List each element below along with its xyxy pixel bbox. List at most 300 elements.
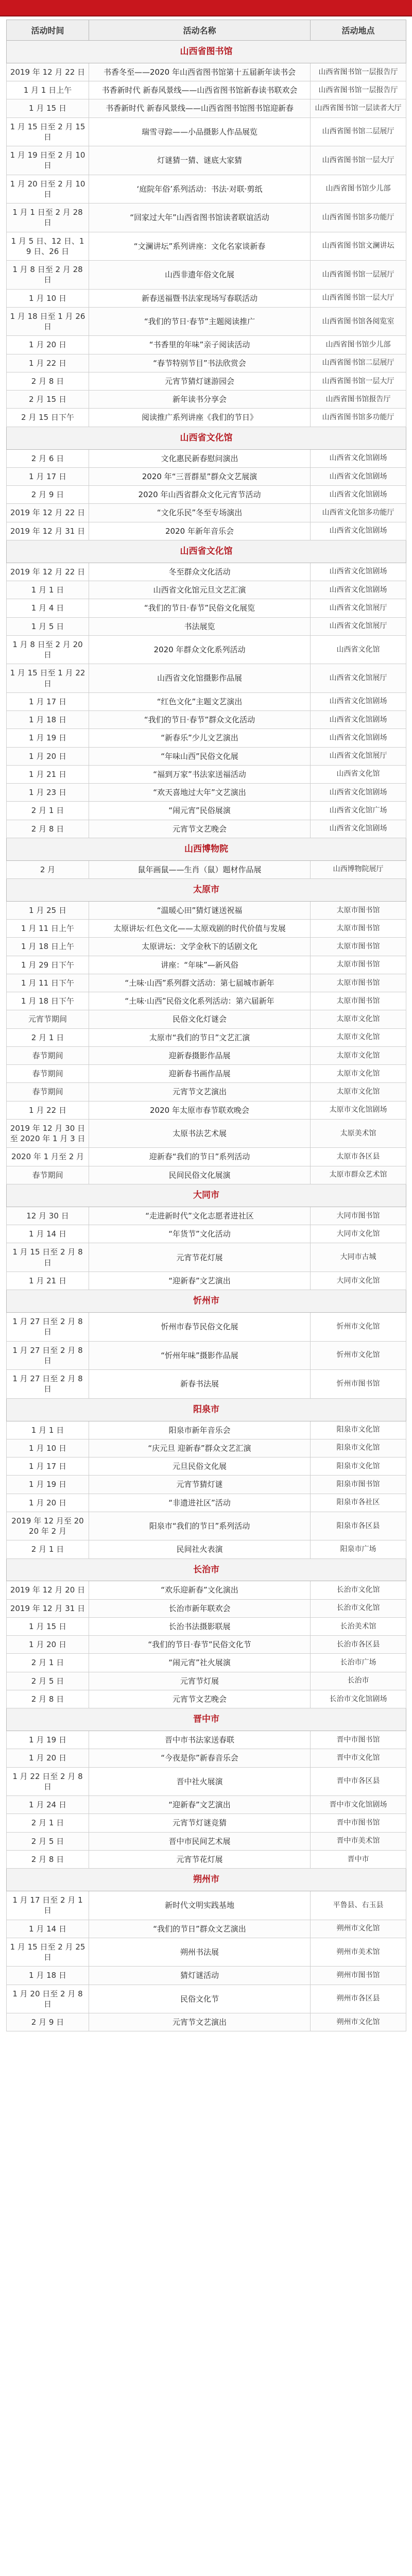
table-row: [7, 729, 406, 747]
event-time: 1 月 14 日: [7, 1920, 89, 1938]
table-row: [7, 901, 406, 919]
event-name: “土味·山西”系列群文活动：第七届城市新年: [89, 974, 311, 992]
table-row: [7, 1119, 406, 1148]
event-name: 元宵节花灯展: [89, 1850, 311, 1868]
event-place: 山西省图书馆报告厅: [311, 391, 406, 409]
table-row: [7, 1148, 406, 1166]
table-row: [7, 1476, 406, 1494]
table-row: [7, 1494, 406, 1512]
event-name: “文化乐民”冬至专场演出: [89, 504, 311, 522]
event-time: 2019 年 12 月 22 日: [7, 563, 89, 581]
table-row: [7, 354, 406, 372]
section-title: 忻州市: [7, 1290, 406, 1313]
event-name: 元宵节灯谜竞猜: [89, 1814, 311, 1832]
table-row: [7, 2013, 406, 2031]
event-time: 2 月 15 日: [7, 391, 89, 409]
event-name: 瑞雪寻踪——小品摄影人作品展览: [89, 117, 311, 146]
event-time: 1 月 25 日: [7, 901, 89, 919]
event-place: 忻州市图书馆: [311, 1370, 406, 1399]
event-place: 太原市文化馆剧场: [311, 1101, 406, 1119]
event-place: 阳泉市图书馆: [311, 1476, 406, 1494]
table-row: [7, 1985, 406, 2013]
event-time: 1 月 18 日: [7, 711, 89, 729]
event-place: 太原市各区县: [311, 1148, 406, 1166]
col-header-time: 活动时间: [7, 20, 89, 41]
table-row: [7, 1672, 406, 1690]
table-row: [7, 1599, 406, 1617]
event-place: 朔州市各区县: [311, 1985, 406, 2013]
event-name: “我们的节日·春节”民俗文化展览: [89, 599, 311, 617]
event-place: 山西省文化馆剧场: [311, 522, 406, 540]
event-time: 1 月 21 日: [7, 1272, 89, 1290]
event-time: 2 月 6 日: [7, 449, 89, 467]
table-row: [7, 504, 406, 522]
event-place: 太原市图书馆: [311, 974, 406, 992]
table-row: [7, 747, 406, 765]
table-row: [7, 860, 406, 878]
event-place: 晋中市: [311, 1850, 406, 1868]
table-row: [7, 1313, 406, 1342]
event-name: 2020 年太原市春节联欢晚会: [89, 1101, 311, 1119]
event-time: 2 月 1 日: [7, 1540, 89, 1558]
table-row: [7, 1421, 406, 1439]
event-place: 长治市广场: [311, 1654, 406, 1672]
event-time: 2019 年 12 月 20 日: [7, 1581, 89, 1599]
event-place: 晋中市各区县: [311, 1767, 406, 1796]
event-place: 山西省图书馆各阅览室: [311, 307, 406, 336]
event-time: 2 月: [7, 860, 89, 878]
section-title: 大同市: [7, 1184, 406, 1207]
event-name: “庆元旦 迎新春”群众文艺汇演: [89, 1439, 311, 1457]
event-name: 晋中市民间艺术展: [89, 1832, 311, 1850]
section-header-row: [7, 838, 406, 860]
event-place: 山西省图书馆多功能厅: [311, 409, 406, 427]
table-row: [7, 1101, 406, 1119]
event-time: 1 月 20 日: [7, 1494, 89, 1512]
event-name: 太原讲坛·红色文化——太原戏剧的时代价值与发展: [89, 920, 311, 938]
event-place: 山西省文化馆剧场: [311, 449, 406, 467]
event-time: 1 月 1 日: [7, 1421, 89, 1439]
event-time: 1 月 20 日: [7, 336, 89, 354]
table-row: [7, 1225, 406, 1243]
event-name: 2020 年群众文化系列活动: [89, 635, 311, 664]
event-time: 1 月 17 日至 2 月 1 日: [7, 1891, 89, 1920]
event-name: “我们的节日·春节”群众文化活动: [89, 711, 311, 729]
event-name: 鼠年画鼠——生肖（鼠）题材作品展: [89, 860, 311, 878]
event-name: 阳泉市“我们的节日”系列活动: [89, 1512, 311, 1540]
table-row: [7, 974, 406, 992]
table-row: [7, 467, 406, 485]
event-time: 1 月 15 日至 2 月 25 日: [7, 1938, 89, 1967]
event-name: “土味·山西”民俗文化系列活动：第六届新年: [89, 992, 311, 1010]
event-place: 山西省文化馆剧场: [311, 784, 406, 802]
event-name: “春节特别节目”书法欣赏会: [89, 354, 311, 372]
table-row: [7, 1891, 406, 1920]
event-time: 1 月 8 日至 2 月 28 日: [7, 261, 89, 290]
event-name: 猜灯谜活动: [89, 1967, 311, 1985]
event-name: 元旦民俗文化展: [89, 1458, 311, 1476]
table-row: [7, 1832, 406, 1850]
event-place: 太原市群众艺术馆: [311, 1166, 406, 1184]
event-name: 元宵节文艺晚会: [89, 820, 311, 838]
event-name: 长治书法摄影联展: [89, 1617, 311, 1635]
event-time: 1 月 20 日: [7, 1636, 89, 1654]
table-row: [7, 307, 406, 336]
event-place: 晋中市美术馆: [311, 1832, 406, 1850]
table-row: [7, 1028, 406, 1046]
table-row: [7, 1731, 406, 1749]
section-header-row: [7, 1708, 406, 1731]
event-name: 太原讲坛：文学金秋下的话剧文化: [89, 938, 311, 956]
table-row: [7, 204, 406, 232]
event-place: 山西省文化馆剧场: [311, 467, 406, 485]
event-place: 长治市文化馆: [311, 1599, 406, 1617]
event-name: “闹元宵”民俗展演: [89, 802, 311, 820]
table-row: [7, 289, 406, 307]
event-name: 新时代文明实践基地: [89, 1891, 311, 1920]
event-time: 1 月 5 日、12 日、19 日、26 日: [7, 232, 89, 261]
event-name: 灯谜猜一猜、谜底大家猜: [89, 146, 311, 175]
table-row: [7, 1207, 406, 1225]
table-row: [7, 802, 406, 820]
table-row: [7, 261, 406, 290]
event-place: 太原市文化馆: [311, 1083, 406, 1101]
table-row: [7, 1749, 406, 1767]
event-place: 太原市图书馆: [311, 938, 406, 956]
event-name: “欢乐迎新春”文化演出: [89, 1581, 311, 1599]
table-row: [7, 1920, 406, 1938]
event-time: 1 月 17 日: [7, 467, 89, 485]
event-name: “新春乐”少儿文艺演出: [89, 729, 311, 747]
table-row: [7, 599, 406, 617]
table-row: [7, 1065, 406, 1083]
event-name: 书法展览: [89, 617, 311, 635]
table-row: [7, 449, 406, 467]
table-row: [7, 1272, 406, 1290]
event-place: 晋中市文化馆: [311, 1749, 406, 1767]
section-header-row: [7, 1869, 406, 1891]
event-name: 新春送福暨书法家现场写春联活动: [89, 289, 311, 307]
event-name: “欢天喜地过大年”文艺演出: [89, 784, 311, 802]
event-place: 阳泉市文化馆: [311, 1421, 406, 1439]
event-place: 忻州市文化馆: [311, 1313, 406, 1342]
event-time: 1 月 18 日上午: [7, 938, 89, 956]
event-name: 朔州书法展: [89, 1938, 311, 1967]
event-name: 民俗文化灯谜会: [89, 1010, 311, 1028]
event-name: 冬至群众文化活动: [89, 563, 311, 581]
table-row: [7, 956, 406, 974]
event-time: 1 月 22 日至 2 月 8 日: [7, 1767, 89, 1796]
event-name: “年味山西”民俗文化展: [89, 747, 311, 765]
event-time: 2 月 1 日: [7, 1814, 89, 1832]
table-row: [7, 820, 406, 838]
event-place: 晋中市图书馆: [311, 1814, 406, 1832]
table-row: [7, 1083, 406, 1101]
event-place: 晋中市文化馆剧场: [311, 1796, 406, 1814]
table-row: [7, 581, 406, 599]
table-row: [7, 1370, 406, 1399]
table-row: [7, 1010, 406, 1028]
event-time: 1 月 19 日至 2 月 10 日: [7, 146, 89, 175]
section-title: 朔州市: [7, 1869, 406, 1891]
event-name: 迎新春书画作品展: [89, 1065, 311, 1083]
event-time: 2019 年 12 月 22 日: [7, 504, 89, 522]
event-time: 1 月 20 日至 2 月 8 日: [7, 1985, 89, 2013]
event-place: 山西省文化馆展厅: [311, 747, 406, 765]
event-place: 山西省文化馆剧场: [311, 692, 406, 710]
table-row: [7, 1690, 406, 1708]
event-name: 忻州市春节民俗文化展: [89, 1313, 311, 1342]
event-time: 2019 年 12 月 31 日: [7, 522, 89, 540]
event-name: “年货节”文化活动: [89, 1225, 311, 1243]
event-time: 1 月 15 日: [7, 1617, 89, 1635]
table-row: [7, 1540, 406, 1558]
table-row: [7, 784, 406, 802]
section-title: 长治市: [7, 1558, 406, 1581]
event-place: 忻州市文化馆: [311, 1341, 406, 1370]
table-row: [7, 765, 406, 783]
event-time: 1 月 19 日: [7, 729, 89, 747]
event-name: “迎新春”文艺演出: [89, 1272, 311, 1290]
section-header-row: [7, 1290, 406, 1313]
event-place: 山西省文化馆展厅: [311, 664, 406, 693]
event-time: 1 月 27 日至 2 月 8 日: [7, 1341, 89, 1370]
event-place: 山西省图书馆一层展厅: [311, 261, 406, 290]
event-name: “福到万家”书法家送福活动: [89, 765, 311, 783]
event-name: 民间民俗文化展演: [89, 1166, 311, 1184]
table-row: [7, 1850, 406, 1868]
event-place: 太原市文化馆: [311, 1010, 406, 1028]
event-place: 大同市古城: [311, 1243, 406, 1272]
event-time: 1 月 19 日: [7, 1731, 89, 1749]
event-time: 1 月 10 日: [7, 289, 89, 307]
section-title: 太原市: [7, 879, 406, 902]
event-place: 山西省文化馆剧场: [311, 581, 406, 599]
event-name: “我们的节日·春节”民俗文化节: [89, 1636, 311, 1654]
event-time: 1 月 15 日: [7, 99, 89, 117]
event-place: 山西省图书馆一层报告厅: [311, 81, 406, 99]
event-name: 太原书法艺术展: [89, 1119, 311, 1148]
event-time: 1 月 1 日至 2 月 28 日: [7, 204, 89, 232]
event-name: “文澜讲坛”系列讲座：文化名家谈新春: [89, 232, 311, 261]
event-name: “今夜是你”新春音乐会: [89, 1749, 311, 1767]
event-name: 文化惠民新春慰问演出: [89, 449, 311, 467]
section-header-row: [7, 41, 406, 63]
event-place: 山西省图书馆一层大厅: [311, 372, 406, 390]
event-place: 太原市图书馆: [311, 901, 406, 919]
section-title: 山西博物院: [7, 838, 406, 860]
event-time: 1 月 27 日至 2 月 8 日: [7, 1313, 89, 1342]
event-name: 元宵节文艺演出: [89, 1083, 311, 1101]
event-place: 长治市: [311, 1672, 406, 1690]
event-time: 1 月 20 日: [7, 1749, 89, 1767]
event-time: 2 月 1 日: [7, 1028, 89, 1046]
table-row: [7, 920, 406, 938]
schedule-table: [6, 20, 406, 2031]
event-time: 1 月 11 日下午: [7, 974, 89, 992]
event-name: 长治市新年联欢会: [89, 1599, 311, 1617]
event-name: 书香新时代 新春风景线——山西省图书馆图书馆迎新春: [89, 99, 311, 117]
event-time: 1 月 23 日: [7, 784, 89, 802]
section-title: 山西省图书馆: [7, 41, 406, 63]
event-time: 1 月 14 日: [7, 1225, 89, 1243]
event-time: 春节期间: [7, 1166, 89, 1184]
event-place: 山西博物院展厅: [311, 860, 406, 878]
event-place: 山西省文化馆: [311, 635, 406, 664]
header-band: [0, 0, 412, 16]
event-name: 元宵节文艺演出: [89, 2013, 311, 2031]
table-row: [7, 146, 406, 175]
event-time: 1 月 15 日至 2 月 8 日: [7, 1243, 89, 1272]
table-row: [7, 1617, 406, 1635]
event-time: 2019 年 12 月 31 日: [7, 1599, 89, 1617]
event-time: 1 月 4 日: [7, 599, 89, 617]
event-time: 2 月 5 日: [7, 1832, 89, 1850]
table-row: [7, 1243, 406, 1272]
event-place: 山西省文化馆剧场: [311, 563, 406, 581]
event-name: 元宵节猜灯谜游园会: [89, 372, 311, 390]
event-place: 山西省文化馆展厅: [311, 599, 406, 617]
event-place: 山西省文化馆剧场: [311, 486, 406, 504]
table-row: [7, 232, 406, 261]
event-place: 太原市文化馆: [311, 1028, 406, 1046]
table-row: [7, 486, 406, 504]
event-time: 春节期间: [7, 1046, 89, 1064]
event-place: 山西省文化馆展厅: [311, 617, 406, 635]
event-name: 迎新春摄影作品展: [89, 1046, 311, 1064]
event-name: “回家过大年”山西省图书馆读者联谊活动: [89, 204, 311, 232]
event-time: 1 月 20 日: [7, 747, 89, 765]
table-row: [7, 1654, 406, 1672]
event-time: 春节期间: [7, 1065, 89, 1083]
event-time: 1 月 24 日: [7, 1796, 89, 1814]
event-place: 阳泉市各社区: [311, 1494, 406, 1512]
event-time: 2 月 8 日: [7, 1690, 89, 1708]
table-row: [7, 664, 406, 693]
event-place: 太原市图书馆: [311, 920, 406, 938]
event-time: 2 月 15 日下午: [7, 409, 89, 427]
table-row: [7, 711, 406, 729]
event-time: 1 月 17 日: [7, 692, 89, 710]
table-row: [7, 1814, 406, 1832]
event-time: 2 月 9 日: [7, 486, 89, 504]
event-name: “闹元宵”社火展演: [89, 1654, 311, 1672]
col-header-name: 活动名称: [89, 20, 311, 41]
event-place: 山西省文化馆剧场: [311, 711, 406, 729]
event-name: “我们的节日·春节”主题阅读推广: [89, 307, 311, 336]
section-header-row: [7, 1558, 406, 1581]
event-time: 2019 年 12 月 30 日至 2020 年 1 月 3 日: [7, 1119, 89, 1148]
event-time: 1 月 22 日: [7, 1101, 89, 1119]
table-row: [7, 1636, 406, 1654]
event-time: 2 月 8 日: [7, 372, 89, 390]
table-header-row: [7, 20, 406, 41]
event-name: 2020 年新年音乐会: [89, 522, 311, 540]
event-time: 1 月 15 日至 2 月 15 日: [7, 117, 89, 146]
event-time: 2 月 9 日: [7, 2013, 89, 2031]
event-time: 1 月 1 日上午: [7, 81, 89, 99]
event-name: 阳泉市新年音乐会: [89, 1421, 311, 1439]
event-time: 春节期间: [7, 1083, 89, 1101]
table-row: [7, 1512, 406, 1540]
section-header-row: [7, 1184, 406, 1207]
event-time: 1 月 20 日至 2 月 10 日: [7, 175, 89, 204]
event-place: 长治市各区县: [311, 1636, 406, 1654]
table-row: [7, 81, 406, 99]
table-row: [7, 692, 406, 710]
event-place: 山西省文化馆多功能厅: [311, 504, 406, 522]
section-header-row: [7, 879, 406, 902]
table-row: [7, 617, 406, 635]
event-time: 2020 年 1 月至 2 月: [7, 1148, 89, 1166]
event-time: 1 月 29 日下午: [7, 956, 89, 974]
event-name: 太原市“我们的节日”文艺汇演: [89, 1028, 311, 1046]
event-time: 1 月 8 日至 2 月 20 日: [7, 635, 89, 664]
event-place: 山西省文化馆广场: [311, 802, 406, 820]
event-name: “走进新时代”文化志愿者进社区: [89, 1207, 311, 1225]
event-time: 1 月 19 日: [7, 1476, 89, 1494]
event-place: 大同市文化馆: [311, 1225, 406, 1243]
event-time: 1 月 18 日: [7, 1967, 89, 1985]
table-row: [7, 635, 406, 664]
event-place: 山西省图书馆多功能厅: [311, 204, 406, 232]
event-place: 太原市图书馆: [311, 992, 406, 1010]
event-place: 阳泉市文化馆: [311, 1439, 406, 1457]
event-name: 新春书法展: [89, 1370, 311, 1399]
event-place: 山西省图书馆一层读者大厅: [311, 99, 406, 117]
event-time: 1 月 11 日上午: [7, 920, 89, 938]
event-place: 长治市文化馆: [311, 1581, 406, 1599]
table-row: [7, 992, 406, 1010]
table-row: [7, 938, 406, 956]
section-title: 山西省文化馆: [7, 540, 406, 563]
table-row: [7, 1938, 406, 1967]
event-name: “忻州年味”摄影作品展: [89, 1341, 311, 1370]
event-place: 朔州市文化馆: [311, 1920, 406, 1938]
table-row: [7, 1458, 406, 1476]
event-name: 山西省文化馆元旦文艺汇演: [89, 581, 311, 599]
event-name: 山西省文化馆摄影作品展: [89, 664, 311, 693]
event-place: 山西省图书馆一层报告厅: [311, 63, 406, 81]
event-name: 元宵节花灯展: [89, 1243, 311, 1272]
event-name: 元宵节猜灯谜: [89, 1476, 311, 1494]
table-row: [7, 1581, 406, 1599]
section-header-row: [7, 1398, 406, 1421]
event-place: 太原市图书馆: [311, 956, 406, 974]
event-name: “迎新春”文艺演出: [89, 1796, 311, 1814]
event-time: 元宵节期间: [7, 1010, 89, 1028]
table-row: [7, 1796, 406, 1814]
event-time: 1 月 21 日: [7, 765, 89, 783]
event-place: 山西省图书馆少儿部: [311, 336, 406, 354]
col-header-place: 活动地点: [311, 20, 406, 41]
event-place: 太原美术馆: [311, 1119, 406, 1148]
event-place: 山西省图书馆一层大厅: [311, 146, 406, 175]
event-time: 1 月 1 日: [7, 581, 89, 599]
event-name: 阅读推广系列讲座《我们的节日》: [89, 409, 311, 427]
event-place: 山西省图书馆少儿部: [311, 175, 406, 204]
event-name: 2020 年“三晋群星”群众文艺展演: [89, 467, 311, 485]
event-place: 大同市文化馆: [311, 1272, 406, 1290]
event-place: 阳泉市广场: [311, 1540, 406, 1558]
event-place: 朔州市文化馆: [311, 2013, 406, 2031]
table-row: [7, 409, 406, 427]
event-name: 民俗文化节: [89, 1985, 311, 2013]
event-time: 2 月 5 日: [7, 1672, 89, 1690]
table-row: [7, 563, 406, 581]
event-name: 迎新春“我们的节日”系列活动: [89, 1148, 311, 1166]
table-row: [7, 1166, 406, 1184]
